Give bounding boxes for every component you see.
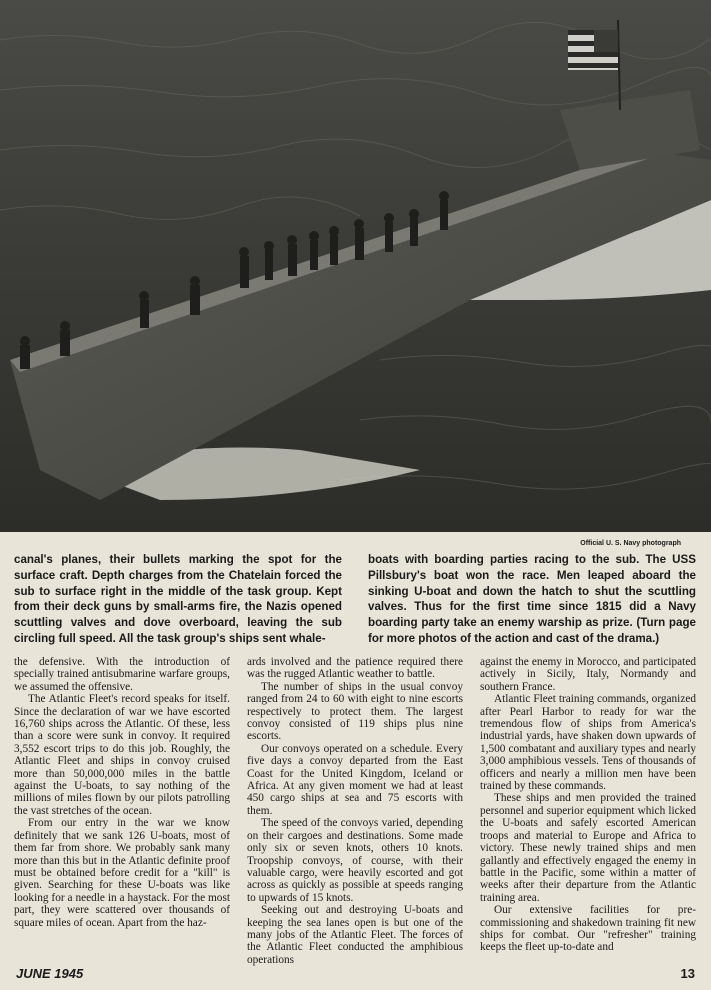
photo-credit: Official U. S. Navy photograph — [580, 540, 681, 547]
issue-date: JUNE 1945 — [16, 966, 84, 981]
paragraph: The speed of the convoys varied, depending on their cargoes and destinations. Some made only six or seven knots, others 10 knots. Troopship convoys, of course, with their valuable cargo, were heavily escorted and got across as quickly as possible at speeds ranging to upwards of 15 knots. — [247, 817, 463, 904]
paragraph: The number of ships in the usual convoy ranged from 24 to 60 with eight to nine escorts respectively to protect them. The largest convoy consisted of 119 ships plus nine escorts. — [247, 680, 463, 743]
paragraph: Our extensive facilities for pre-commissioning and shakedown training fit new ships for combat. Our "refresher" training keeps the fleet up-to-date and — [480, 904, 696, 954]
article-column-2 — [247, 656, 463, 966]
paragraph: These ships and men provided the trained personnel and superior equipment which licked the U-boats and safely escorted American troops and material to Europe and Africa to victory. These newly trained ships and men gallantly and effectively engaged the enemy in battle in the Pacific, some within a matter of weeks after their departure from the Atlantic training area. — [480, 792, 696, 904]
paragraph: against the enemy in Morocco, and participated actively in Sicily, Italy, Normandy and southern France. — [480, 656, 696, 693]
paragraph: Atlantic Fleet training commands, organized after Pearl Harbor to ready for war the tremendous flow of ships from America's industrial yards, have shaken down upwards of 1,500 combatant and auxiliary types and nearly 3,000 amphibious vessels. Tens of thousands of officers and nearly a million men have been trained by these commands. — [480, 693, 696, 793]
article-column-3 — [480, 656, 696, 966]
paragraph: Our convoys operated on a schedule. Every five days a convoy departed from the East Coast for the United Kingdom, Iceland or Africa. At any given moment we had at least 450 cargo ships at sea and 75 escorts with them. — [247, 742, 463, 817]
paragraph: ards involved and the patience required there was the rugged Atlantic weather to battle. — [247, 656, 463, 681]
paragraph: The Atlantic Fleet's record speaks for itself. Since the declaration of war we have escorted 16,760 ships across the Atlantic. Of these, less than a score were sunk in convoy. It required 3,552 escort trips to do this job. Roughly, the Atlantic Fleet and ships in convoy cruised more than 50,000,000 miles in the battle against the U-boats, to say nothing of the millions of miles flown by our pilots patrolling the vast stretches of the ocean. — [14, 693, 230, 817]
photo-caption — [14, 552, 696, 647]
paragraph: Seeking out and destroying U-boats and keeping the sea lanes open is but one of the many jobs of the Atlantic Fleet. The forces of the Atlantic Fleet conducted the amphibious operations — [247, 904, 463, 966]
article-body — [14, 656, 696, 966]
article-column-1 — [14, 656, 230, 966]
us-flag — [568, 30, 618, 70]
paragraph: the defensive. With the introduction of specially trained antisubmarine warfare groups, we assumed the offensive. — [14, 656, 230, 693]
caption-left: canal's planes, their bullets marking the spot for the surface craft. Depth charges from the Chatelain forced the sub to surface right in the middle of the task group. Kept from their deck guns by small-arms fire, the Nazis opened scuttling valves and dove overboard, leaving the sub circling full speed. All the task group's ships sent whale- — [14, 553, 342, 645]
page-number: 13 — [680, 966, 695, 981]
paragraph: From our entry in the war we know definitely that we sank 126 U-boats, most of them far from shore. We probably sank many more than this but in the Atlantic definite proof must be obtained before credit for a "kill" is given. Searching for these U-boats was like looking for a needle in a haystack. For the most part, they were scattered over thousands of square miles of ocean. Apart from the haz- — [14, 817, 230, 929]
caption-right: boats with boarding parties racing to the sub. The USS Pillsbury's boat won the race. Men leaped aboard the sinking U-boat and down the hatch to shut the scuttling valves. Thus for the first time since 1815 did a Navy boarding party take an enemy warship as prize. (Turn page for more photos of the action and cast of the drama.) — [368, 553, 696, 645]
